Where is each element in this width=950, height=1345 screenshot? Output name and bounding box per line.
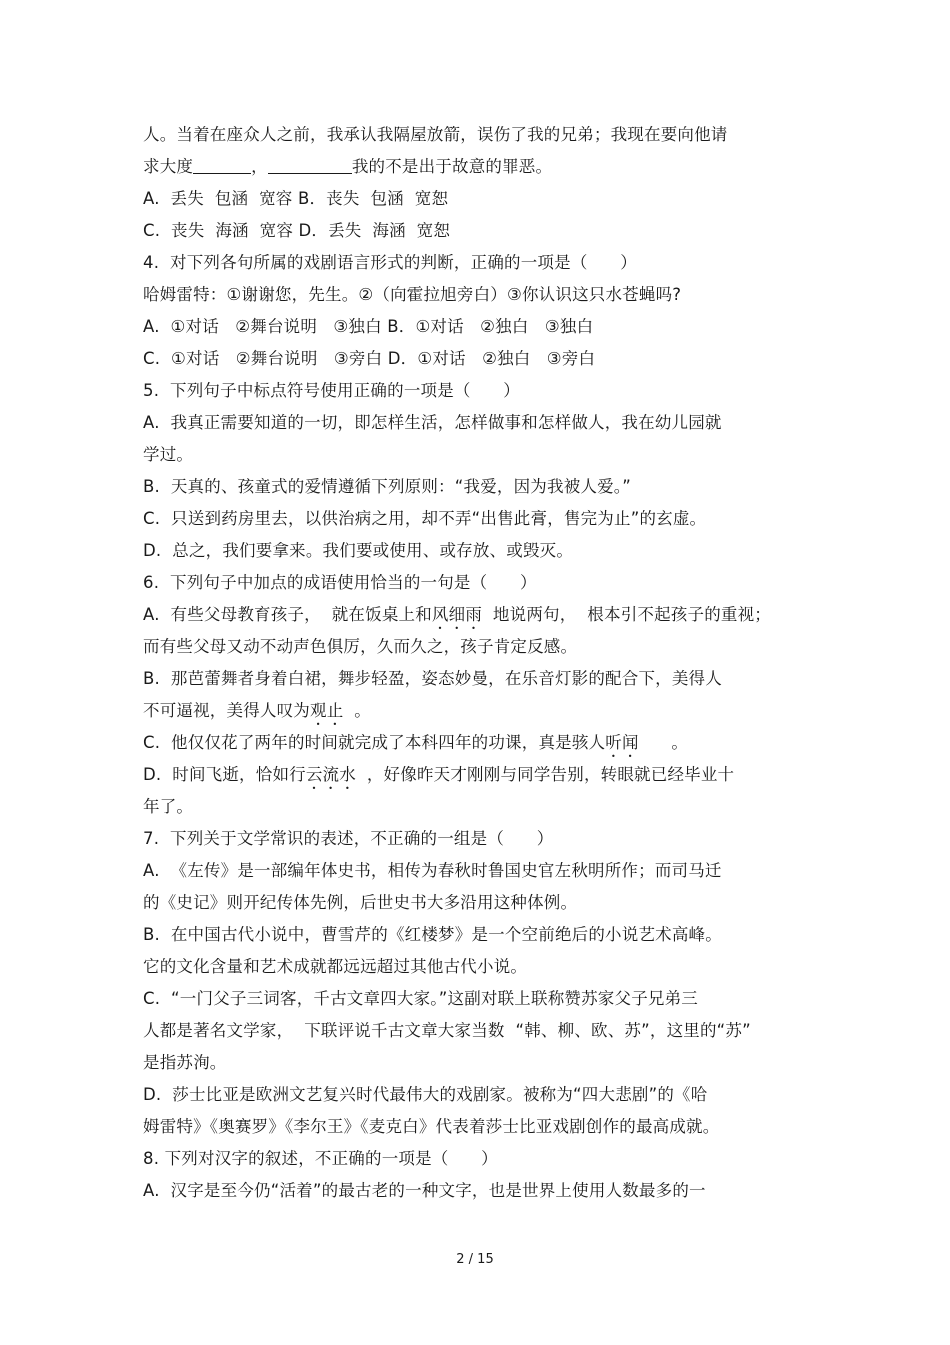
option-line: B. 天真的、孩童式的爱情遵循下列原则：“我爱，因为我被人爱。” [143, 477, 632, 496]
option-line: C. 只送到药房里去，以供治病之用，却不弄“出售此膏，售完为止”的玄虚。 [143, 509, 707, 528]
line-segment: D. 时间飞逝，恰如行 [143, 765, 306, 784]
option-line [143, 764, 734, 793]
line-segment: 。 [638, 733, 689, 752]
line-segment: 我的不是出于故意的罪恶。 [351, 157, 553, 176]
line-segment: 求大度 [143, 157, 194, 176]
text-line: 学过。 [143, 445, 194, 464]
option-line: A. 汉字是至今仍“活着”的最古老的一种文字，也是世界上使用人数最多的一 [143, 1181, 706, 1200]
text-line-with-blanks [143, 156, 552, 178]
option-line: A. 《左传》是一部编年体史书，相传为春秋时鲁国史官左秋明所作；而司马迁 [143, 861, 722, 880]
option-line: B. 那芭蕾舞者身着白裙，舞步轻盈，姿态妙曼，在乐音灯影的配合下，美得人 [143, 669, 722, 688]
text-line: 人都是著名文学家， 下联评说千古文章大家当数 “韩、柳、欧、苏”，这里的“苏” [143, 1021, 751, 1040]
fill-blank-2 [268, 157, 352, 174]
option-line [143, 604, 771, 633]
option-line: D. 总之，我们要拿来。我们要或使用、或存放、或毁灭。 [143, 541, 574, 560]
text-line: 姆雷特》《奥赛罗》《李尔王》《麦克白》代表着莎士比亚戏剧创作的最高成就。 [143, 1117, 720, 1136]
option-line: A. 丢失 包涵 宽容 B．丧失 包涵 宽恕 [143, 189, 449, 208]
option-line: C. 丧失 海涵 宽容 D．丢失 海涵 宽恕 [143, 221, 451, 240]
dotted-idiom: 风细雨 [431, 605, 483, 624]
line-segment: ， [251, 157, 268, 176]
dotted-idiom: 听闻 [605, 733, 639, 752]
option-line: B. 在中国古代小说中，曹雪芹的《红楼梦》是一个空前绝后的小说艺术高峰。 [143, 925, 722, 944]
fill-blank-1 [193, 157, 251, 174]
dotted-idiom: 云流水 [305, 765, 356, 784]
option-line [143, 732, 688, 761]
option-line: C. “一门父子三词客，千古文章四大家。”这副对联上联称赞苏家父子兄弟三 [143, 989, 699, 1008]
text-line: 的《史记》则开纪传体先例，后世史书大多沿用这种体例。 [143, 893, 578, 912]
question-4: 4. 对下列各句所属的戏剧语言形式的判断，正确的一项是（ ） [143, 253, 637, 272]
line-segment: 地说两句， 根本引不起孩子的重视； [482, 605, 772, 624]
text-line: 人。当着在座众人之前，我承认我隔屋放箭，误伤了我的兄弟；我现在要向他请 [143, 125, 728, 144]
option-line: A. ①对话 ②舞台说明 ③独白 B．①对话 ②独白 ③独白 [143, 317, 594, 336]
line-segment: ，好像昨天才刚刚与同学告别，转眼就已经毕业十 [355, 765, 735, 784]
text-line: 哈姆雷特：①谢谢您，先生。②（向霍拉旭旁白）③你认识这只水苍蝇吗? [143, 285, 682, 304]
question-7: 7. 下列关于文学常识的表述，不正确的一组是（ ） [143, 829, 554, 848]
option-line: C. ①对话 ②舞台说明 ③旁白 D．①对话 ②独白 ③旁白 [143, 349, 596, 368]
text-line: 是指苏洵。 [143, 1053, 227, 1072]
line-segment: 。 [343, 701, 371, 720]
page-number: 2 / 15 [456, 1252, 494, 1267]
line-segment: A. 有些父母教育孩子， 就在饭桌上和 [143, 605, 432, 624]
option-line: D. 莎士比亚是欧洲文艺复兴时代最伟大的戏剧家。被称为“四大悲剧”的《哈 [143, 1085, 708, 1104]
text-line [143, 700, 371, 729]
question-6: 6. 下列句子中加点的成语使用恰当的一句是（ ） [143, 573, 537, 592]
question-8: 8. 下列对汉字的叙述，不正确的一项是（ ） [143, 1149, 498, 1168]
line-segment: C. 他仅仅花了两年的时间就完成了本科四年的功课，真是骇人 [143, 733, 606, 752]
text-line: 而有些父母又动不动声色俱厉，久而久之，孩子肯定反感。 [143, 637, 578, 656]
question-5: 5. 下列句子中标点符号使用正确的一项是（ ） [143, 381, 521, 400]
option-line: A. 我真正需要知道的一切，即怎样生活，怎样做事和怎样做人，我在幼儿园就 [143, 413, 722, 432]
text-line: 它的文化含量和艺术成就都远远超过其他古代小说。 [143, 957, 528, 976]
text-line: 年了。 [143, 797, 194, 816]
line-segment: 不可逼视，美得人叹为 [143, 701, 310, 720]
dotted-idiom: 观止 [310, 701, 344, 720]
